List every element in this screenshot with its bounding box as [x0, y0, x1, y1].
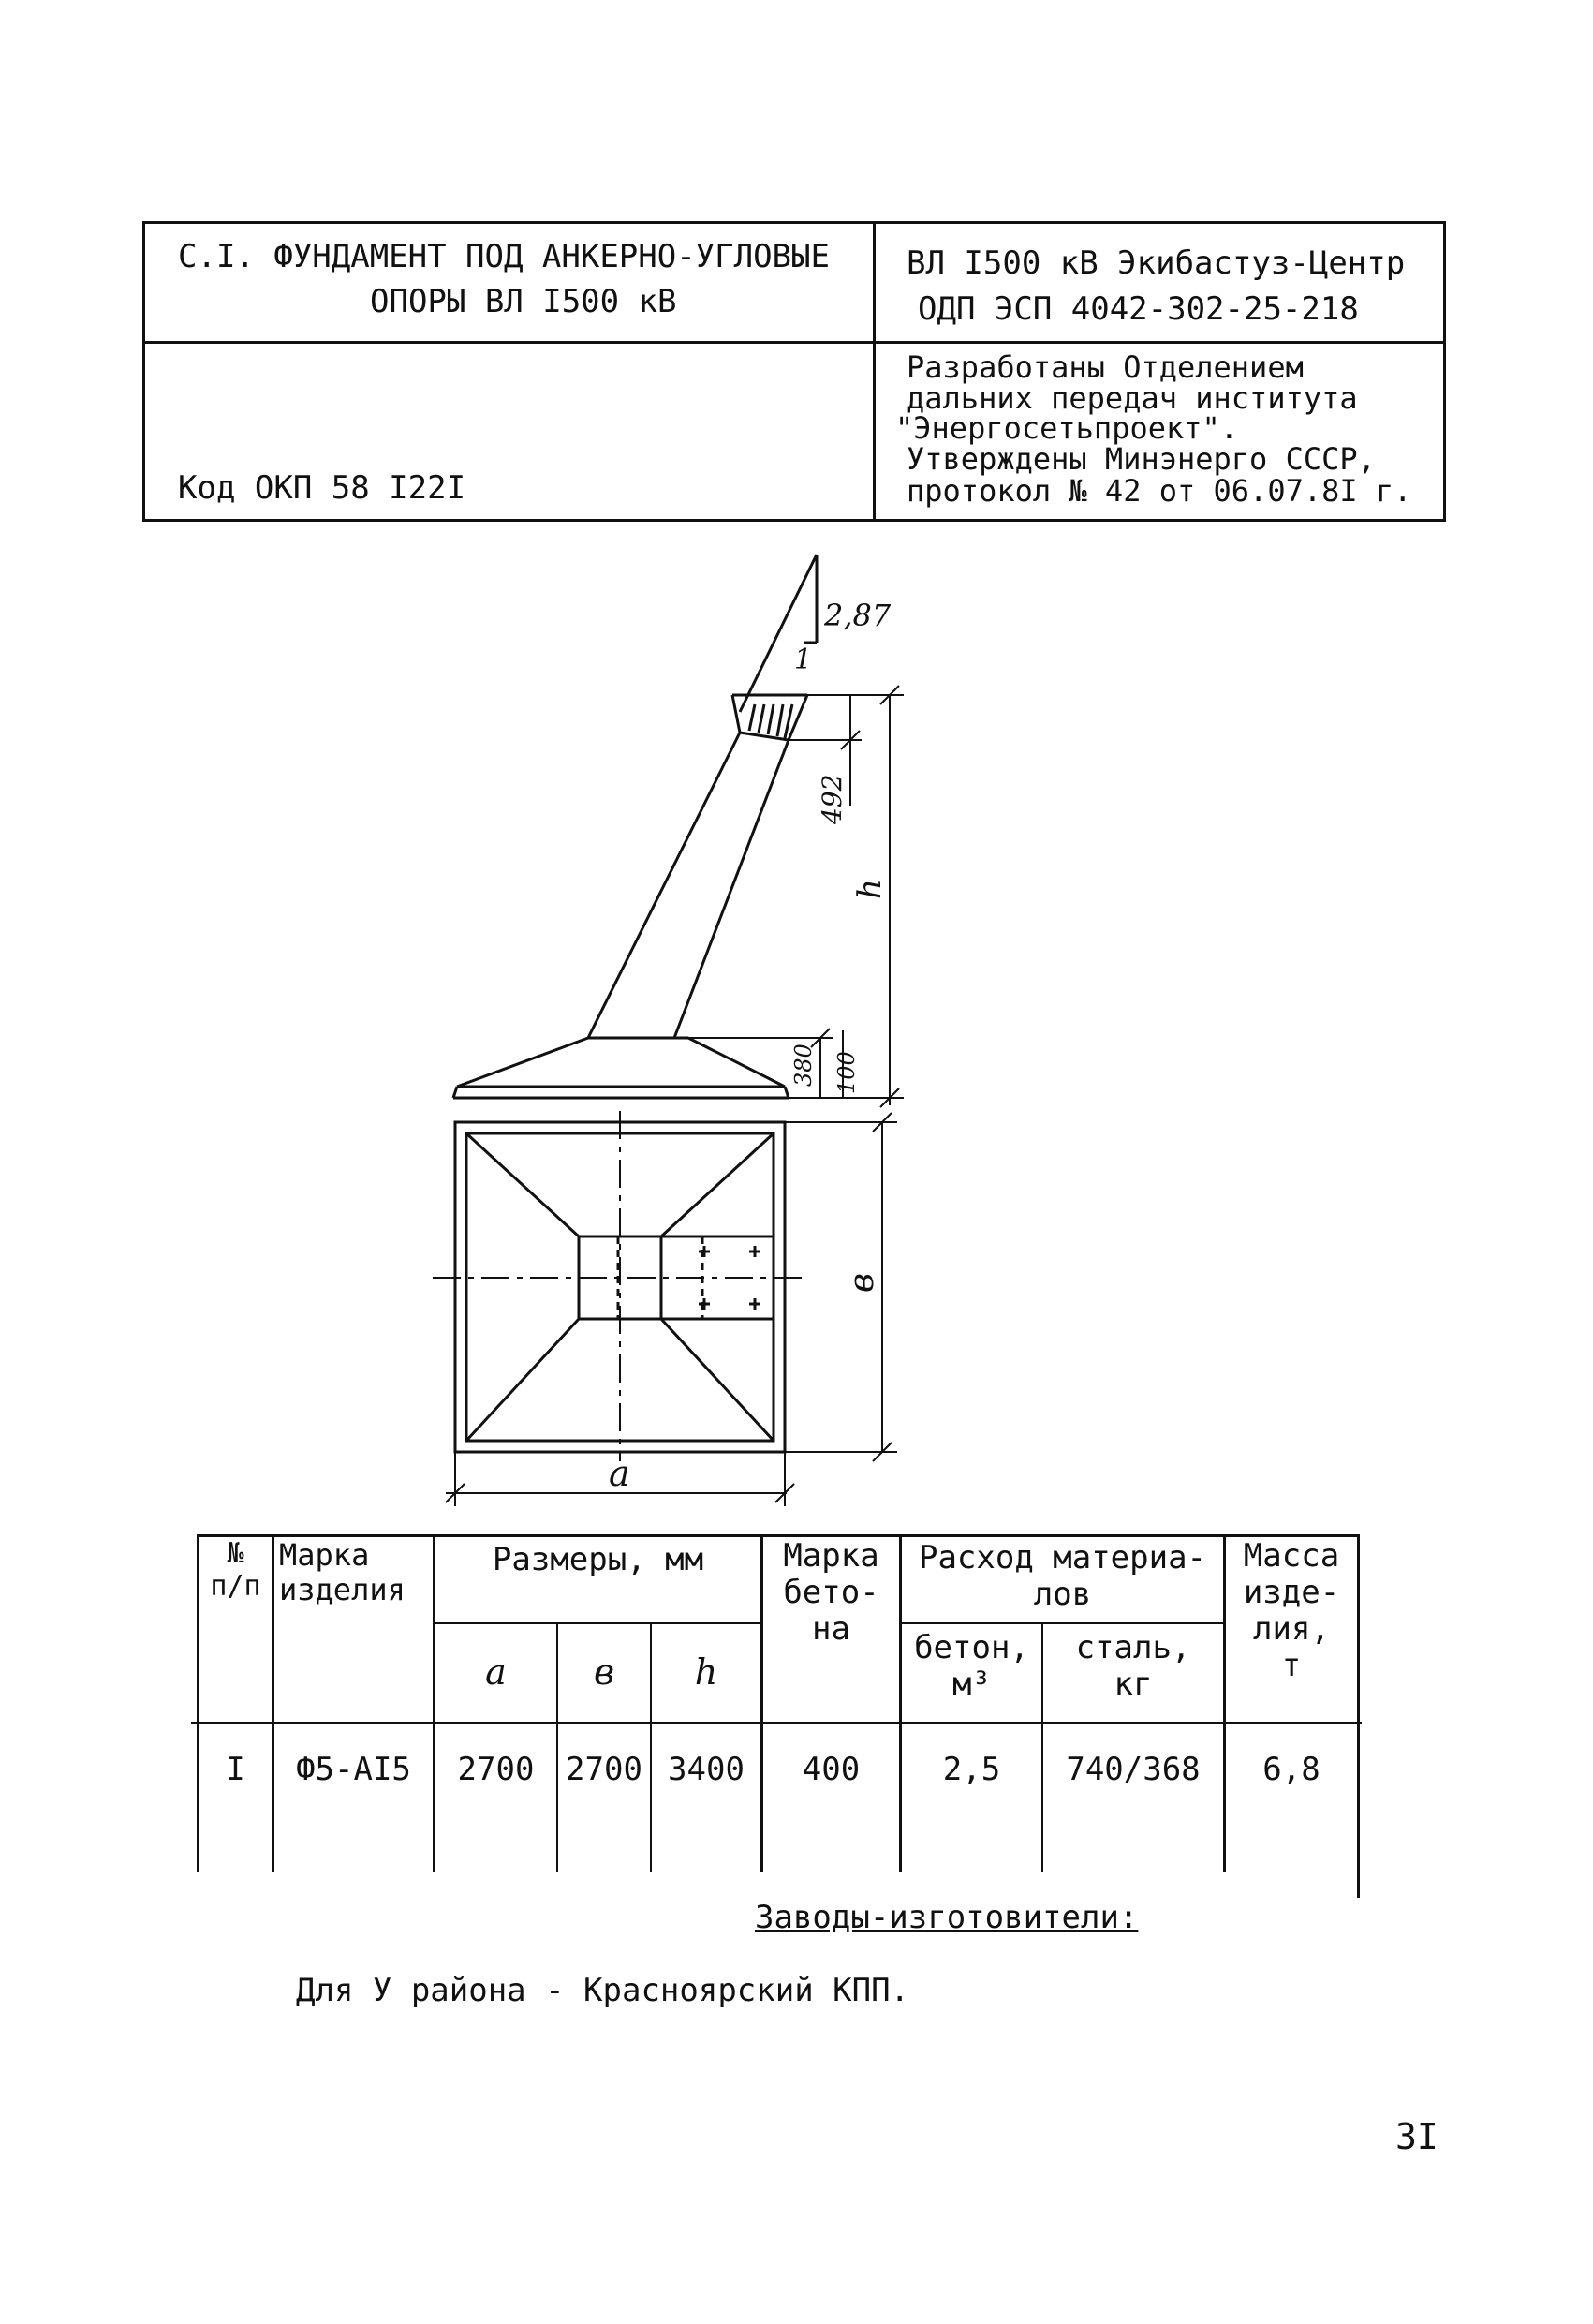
- header-mark-line-1: Марка: [279, 1537, 370, 1573]
- row-concrete-volume: 2,5: [942, 1751, 1001, 1788]
- header-dim-b: в: [593, 1651, 615, 1693]
- header-num: [199, 1538, 272, 1603]
- table-materials-subrule: [901, 1622, 1225, 1624]
- header-mark: [279, 1538, 429, 1607]
- header-concrete-volume-line-2: м³: [952, 1665, 991, 1704]
- inclined-column: [588, 733, 789, 1038]
- header-concrete-volume: [902, 1630, 1041, 1703]
- manufacturers-line: Для У района - Красноярский КПП.: [296, 1972, 910, 2009]
- header-dim-a: a: [485, 1651, 507, 1693]
- table-top-rule: [197, 1534, 1360, 1537]
- axis-lines: [433, 1111, 805, 1461]
- row-concrete-grade: 400: [802, 1751, 861, 1788]
- header-mass-line-2: изде-: [1243, 1574, 1340, 1612]
- header-concrete-volume-line-1: бетон,: [914, 1629, 1029, 1666]
- header-concrete-line-1: Марка: [783, 1537, 879, 1575]
- row-mass: 6,8: [1262, 1751, 1320, 1788]
- table-col-9: [1357, 1534, 1360, 1898]
- header-concrete-grade: [763, 1538, 899, 1648]
- row-dim-b: 2700: [566, 1751, 642, 1788]
- header-concrete-line-3: на: [812, 1610, 850, 1649]
- dev-line-4: Утверждены Минэнерго СССР,: [907, 441, 1376, 477]
- dev-line-3: "Энергосетьпроект".: [895, 410, 1239, 446]
- header-steel-line-1: сталь,: [1075, 1629, 1191, 1666]
- header-materials: [902, 1540, 1223, 1613]
- header-steel-line-2: кг: [1114, 1665, 1153, 1704]
- header-materials-line-2: лов: [1033, 1576, 1092, 1614]
- dev-line-2: дальних передач института: [907, 380, 1358, 416]
- header-mass-line-1: Масса: [1243, 1537, 1340, 1575]
- slope-unit-label: 1: [794, 644, 813, 676]
- title-line-1: С.I. ФУНДАМЕНТ ПОД АНКЕРНО-УГЛОВЫЕ: [178, 238, 830, 275]
- dim-492-label: 492: [817, 774, 848, 824]
- header-num-line-2: п/п: [210, 1569, 261, 1603]
- header-num-line-1: №: [227, 1537, 244, 1570]
- row-dim-h: 3400: [668, 1751, 745, 1788]
- page-number: 3I: [1395, 2116, 1438, 2157]
- project-line-2: ОДП ЭСП 4042-302-25-218: [918, 290, 1359, 328]
- dim-h-label: h: [851, 879, 889, 899]
- header-concrete-line-2: бето-: [783, 1574, 879, 1612]
- table-col-2: [433, 1534, 435, 1872]
- table-col-1: [272, 1534, 274, 1872]
- dim-a-label: a: [609, 1453, 630, 1494]
- dim-380-label: 380: [790, 1044, 817, 1087]
- row-steel: 740/368: [1066, 1751, 1201, 1788]
- table-dims-subrule: [433, 1622, 762, 1624]
- header-dim-h: h: [694, 1651, 718, 1693]
- manufacturers-heading: Заводы-изготовители:: [755, 1899, 1139, 1936]
- header-steel: [1043, 1630, 1223, 1703]
- dev-line-5: протокол № 42 от 06.07.8I г.: [907, 473, 1412, 509]
- okp-code: Код ОКП 58 I22I: [178, 469, 466, 507]
- header-mass-line-4: т: [1281, 1647, 1302, 1685]
- dim-b-label: в: [843, 1273, 881, 1293]
- dim-100-label: 100: [833, 1051, 860, 1094]
- row-dim-a: 2700: [457, 1751, 535, 1788]
- table-header-rule: [191, 1722, 1362, 1724]
- slope-value-label: 2,87: [824, 598, 892, 633]
- title-line-2: ОПОРЫ ВЛ I500 кВ: [370, 283, 677, 320]
- header-mass-line-3: лия,: [1253, 1610, 1330, 1649]
- row-num: I: [226, 1751, 245, 1788]
- row-mark: Ф5-АI5: [296, 1751, 411, 1788]
- dev-line-1: Разработаны Отделением: [907, 349, 1304, 385]
- slope-indicator: [740, 555, 817, 712]
- header-dims: Размеры, мм: [492, 1541, 704, 1578]
- header-mark-line-2: изделия: [279, 1571, 406, 1607]
- project-line-1: ВЛ I500 кВ Экибастуз-Центр: [907, 244, 1406, 282]
- base-slab-elevation: [453, 1038, 789, 1098]
- header-materials-line-1: Расход материа-: [918, 1539, 1207, 1576]
- header-mass: [1226, 1538, 1357, 1684]
